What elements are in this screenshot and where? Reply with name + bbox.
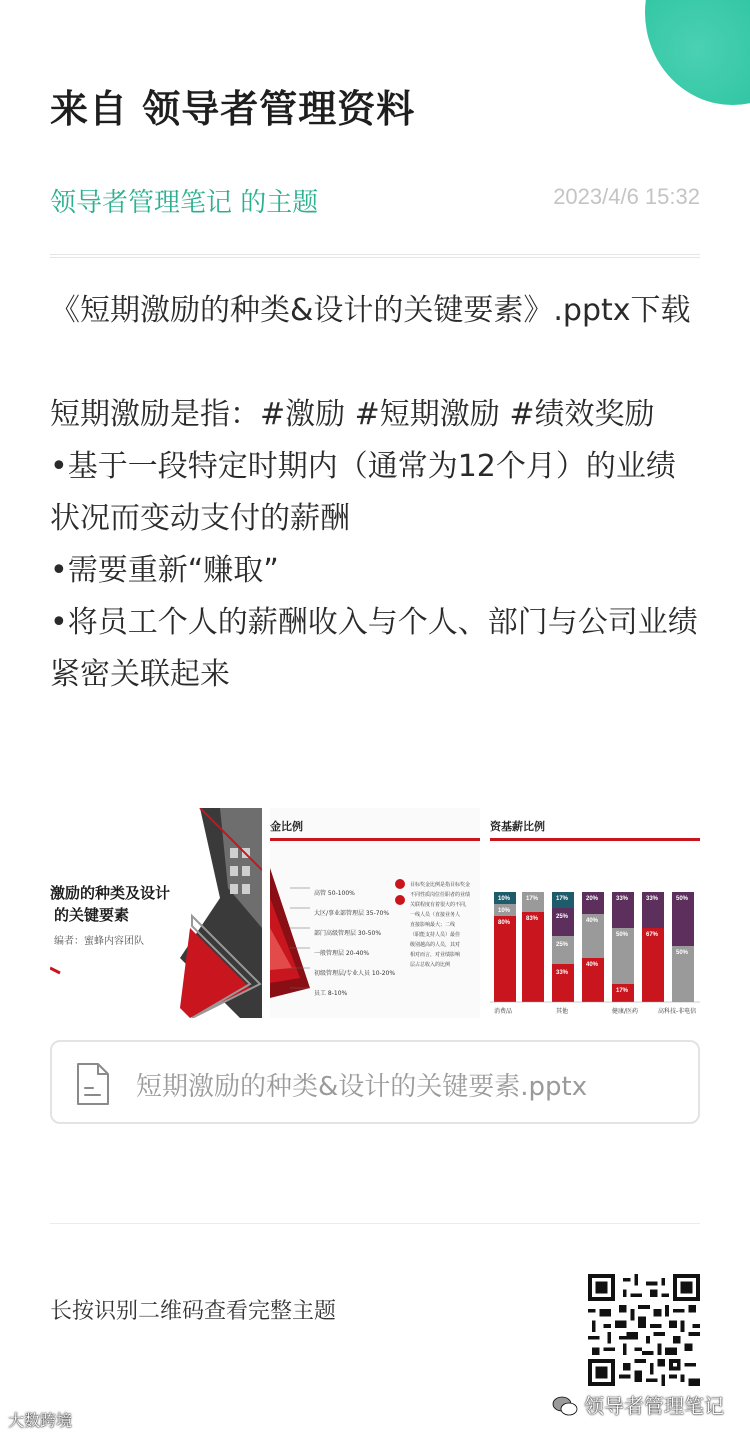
slide-3-heading: 资基薪比例: [490, 820, 545, 833]
meta-row: [50, 182, 700, 222]
timestamp: 2023/4/6 15:32: [553, 184, 700, 209]
bar-2: [522, 892, 544, 1002]
bar-label: 25%: [556, 942, 569, 948]
post-content: [50, 285, 700, 701]
slide-1-author: 编者：蜜蜂内容团队: [54, 936, 144, 947]
slide-3-xlabel: 其他: [556, 1008, 569, 1015]
bar-label: 10%: [498, 908, 511, 914]
slide-2-levels: [314, 884, 395, 1004]
post-bullet: •将员工个人的薪酬收入与个人、部门与公司业绩紧密关联起来: [50, 605, 698, 692]
post-bullet: •基于一段特定时期内（通常为12个月）的业绩状况而变动支付的薪酬: [50, 449, 676, 536]
slide-2-note: 关联程度有着很大的不同，: [410, 902, 471, 908]
slide-2-level: 员工 8-10%: [314, 990, 348, 997]
slide-2-note: 直接影响最大；二线: [410, 922, 456, 928]
bar-4: [582, 892, 604, 1002]
watermark-right-text: 领导者管理笔记: [584, 1394, 724, 1418]
slide-2-note: （职能支持人员）最佳: [410, 932, 461, 938]
header-divider: [50, 254, 700, 258]
slide-2-note: 层占总收入的比例: [410, 962, 451, 968]
bar-label: 33%: [556, 970, 569, 976]
slide-3-xlabel: 消费品: [494, 1008, 513, 1015]
bar-label: 50%: [616, 932, 629, 938]
wechat-icon: [552, 1396, 578, 1416]
bar-label: 33%: [616, 896, 629, 902]
bar-label: 10%: [498, 896, 511, 902]
bar-label: 40%: [586, 962, 599, 968]
bar-label: 17%: [616, 988, 629, 994]
bar-label: 83%: [526, 916, 539, 922]
bar-label: 40%: [586, 918, 599, 924]
bar-label: 80%: [498, 920, 511, 926]
bar-label: 20%: [586, 896, 599, 902]
bar-5: [612, 892, 634, 1002]
slide-2-notes: [410, 880, 480, 970]
attachment-card[interactable]: [50, 1040, 700, 1124]
bar-label: 25%: [556, 914, 569, 920]
bar-6: [642, 892, 664, 1002]
document-icon: [76, 1062, 110, 1106]
bar-label: 33%: [646, 896, 659, 902]
thumbnail-slide-1[interactable]: [50, 808, 262, 1018]
post-intro-line: 短期激励是指：#激励 #短期激励 #绩效奖励: [50, 397, 655, 432]
bar-label: 67%: [646, 932, 659, 938]
footer-divider: [50, 1223, 700, 1224]
slide-3-xlabel: 高科技-非电信: [658, 1008, 697, 1015]
bar-label: 17%: [526, 896, 539, 902]
header: [50, 78, 700, 133]
slide-2-level: 大区/事业部管理层 35-70%: [314, 910, 390, 917]
qr-hint: 长按识别二维码查看完整主题: [50, 1299, 337, 1324]
paragraph-gap: [50, 337, 700, 389]
bar-label: 17%: [556, 896, 569, 902]
slide-2-note: 一线人员（直接业务人: [410, 912, 461, 918]
bar-7: [672, 892, 694, 1002]
slide-3-xlabel: 健康/医药: [612, 1008, 639, 1015]
slide-1-title-line2: 的关键要素: [54, 906, 130, 924]
slide-2-heading: 金比例: [270, 820, 303, 833]
image-thumbnails: [50, 808, 700, 1018]
qr-code[interactable]: [588, 1274, 700, 1386]
slide-1-title-line1: 激励的种类及设计: [50, 884, 171, 902]
slide-2-level: 高管 50-100%: [314, 890, 355, 897]
bar-label: 50%: [676, 950, 689, 956]
slide-2-note: 不同性质岗位任职者的业绩: [410, 892, 471, 898]
watermark-left: 大数跨境: [8, 1411, 73, 1430]
topic-link[interactable]: 领导者管理笔记 的主题: [50, 188, 319, 218]
thumbnail-slide-3[interactable]: [490, 808, 700, 1018]
slide-2-note: 相对而言，对业绩影响: [410, 952, 461, 958]
post-title-line: 《短期激励的种类&设计的关键要素》.pptx下载: [50, 293, 691, 328]
attachment-file-name: 短期激励的种类&设计的关键要素.pptx: [136, 1072, 588, 1102]
slide-2-note: 级别越高的人员，其对: [410, 942, 461, 948]
thumbnail-slide-2[interactable]: [270, 808, 480, 1018]
slide-3-graphic: [490, 808, 700, 1018]
post-bullet: •需要重新“赚取”: [50, 553, 279, 588]
watermark-right: [552, 1390, 724, 1419]
slide-2-level: 初级管理层/专业人员 10-20%: [314, 970, 396, 977]
source-title: 来自 领导者管理资料: [50, 87, 416, 131]
slide-2-level: 部门高级管理层 30-50%: [314, 930, 382, 937]
bar-label: 50%: [676, 896, 689, 902]
slide-2-level: 一般管理层 20-40%: [314, 950, 370, 957]
slide-2-note: 目标奖金比例是指目标奖金: [410, 882, 471, 888]
